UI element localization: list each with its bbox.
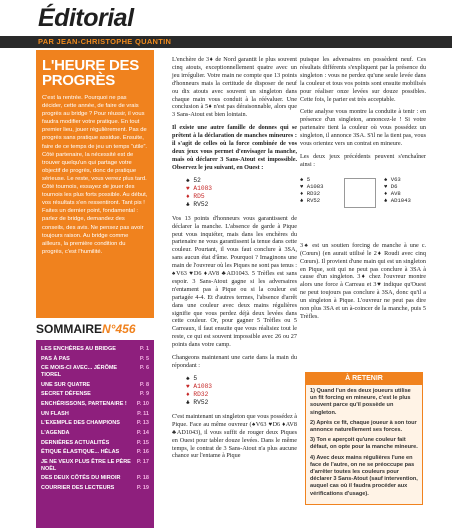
hand-line: ♥ A1083 (186, 184, 212, 192)
toc-item-page: P. 17 (136, 459, 149, 466)
toc-item[interactable] (41, 346, 149, 353)
hand-diagram-1 (186, 177, 297, 209)
a-retenir-item: 4) Avec deux mains régulières l'une en face de l'autre, on ne se préoccupe pas d'arrêter toutes les couleurs pour déclarer 3 Sans-Atout (sauf intervention, auquel cas où il faudra procéder aux vérifications d'usage). (310, 454, 418, 497)
toc-item[interactable] (41, 382, 149, 389)
toc-item-title: PAS À PAS (41, 355, 70, 362)
bridge-table (344, 178, 376, 208)
toc-item[interactable] (41, 391, 149, 398)
a-retenir-item: 1) Quand l'un des deux joueurs utilise un fit forcing en mineure, c'est le plus souvent parce qu'il possède un singleton. (310, 388, 411, 416)
toc-item-page: P. 6 (139, 365, 149, 372)
toc-item-title: ÉTIQUE ÉLASTIQUE... HÉLAS (41, 449, 120, 456)
hand-line: ♣ AD1043 (384, 196, 411, 204)
toc-item-title: UNE SUR QUATRE (41, 381, 91, 388)
article-paragraph: Changeons maintenant une carte dans la main du répondant : (172, 354, 297, 369)
toc-item-title: LES ENCHÈRES AU BRIDGE (41, 346, 116, 352)
hand-line: ♥ D6 (384, 182, 398, 190)
toc-item-page: P. 8 (139, 381, 149, 388)
hand-line: ♠ V63 (384, 175, 401, 183)
sommaire-title (36, 322, 154, 336)
editorial-headline: L'HEURE DES PROGRÈS (42, 57, 139, 89)
article-paragraph: Vos 13 points d'honneurs vous garantissent de déclarer la manche. L'absence de garde à Pique peut vous inquiéter, mais dans les enchères du partenaire ne vous garantissent la tenue dans cette couleur. Pourtant, il vous faut conclure à 3SA, sans aucun état d'âme. Pourquoi ? Imaginons une main de l'ouvreur où les Piques ne sont pas tenus : ♠V63 ♥D6 ♦AV8 ♣AD1043. 5 Trèfles est sans espoir. 3 Sans-Atout gagne si les adversaires n'entament pas à Pique ou si la couleur est partagée 4-4. Et d'autres termes, l'absence d'arrêt dans une couleur avec deux mains régulières signifie que vous perdez déjà deux levées dans cette couleur. Or, pour gagner 5 Trèfles ou 5 Carreaux, il faut ensuite que vous réalisiez tout le reste, ce qui est souvent impossible avec 26 ou 27 points dans votre camp. (172, 214, 297, 349)
toc-item-title: JE NE VEUX PLUS ÊTRE LE PÈRE NOËL (41, 459, 131, 472)
toc-item-title: UN FLASH (41, 410, 69, 417)
toc-item-page: P. 19 (136, 485, 149, 492)
section-title: Éditorial (38, 4, 134, 32)
left-column (36, 50, 154, 528)
toc-item-page: P. 1 (139, 346, 149, 352)
editorial-box (36, 50, 154, 318)
toc-item-page: P. 10 (136, 401, 149, 408)
toc-item-title: COURRIER DES LECTEURS (41, 485, 115, 492)
toc-item-title: ENCHÉRISSONS, PARTENAIRE ! (41, 401, 127, 408)
toc-item-page: P. 5 (139, 355, 149, 362)
toc-item[interactable] (41, 475, 149, 482)
toc-item-title: L'AGENDA (41, 430, 70, 437)
toc-item-page: P. 15 (136, 439, 149, 446)
toc-item-title: L'EXEMPLE DES CHAMPIONS (41, 420, 120, 427)
toc-item[interactable] (41, 411, 149, 418)
toc-item-page: P. 9 (139, 391, 149, 398)
east-hand (384, 176, 411, 204)
a-retenir-title: À RETENIR (306, 373, 422, 385)
toc-item-page: P. 13 (136, 420, 149, 427)
article-paragraph: C'est maintenant un singleton que vous possédez à Pique. Face au même ouvreur (♠V63 ♥D6 ♦AV8 ♣AD1043), il vous suffit de rouger deux Piques en Ouest pour tabler douze levées. Dans le même temps, le contrat de 3 Sans-Atout n'a plus aucune chance sur l'entame à Pique (172, 412, 298, 460)
toc-item[interactable] (41, 449, 149, 456)
a-retenir-item: 2) Après ce fit, chaque joueur à son tour annonce naturellement ses forces. (310, 419, 417, 434)
toc-item-page: P. 11 (137, 410, 149, 417)
toc-item-title: CE MOIS-CI AVEC... JÉRÔME TIOREL (41, 365, 118, 378)
hand-line: ♠ 5 (186, 374, 198, 382)
page-header (0, 0, 452, 36)
hand-line: ♠ 5 (300, 175, 311, 183)
deal-diagram (300, 174, 426, 236)
article-column-3 (300, 56, 426, 326)
toc-item[interactable] (41, 420, 149, 427)
hand-line: ♦ RD5 (186, 192, 205, 200)
toc-item[interactable] (41, 459, 149, 472)
a-retenir-box (305, 372, 423, 505)
west-hand (300, 176, 324, 204)
toc-item-title: DES DEUX CÔTÉS DU MIROIR (41, 475, 121, 482)
toc-item[interactable] (41, 356, 149, 363)
editorial-text: C'est la rentrée. Pourquoi ne pas décider, cette année, de faire de vrais progrès au bridge ? Pour réussir, il vous faudra modifier votre pratique. En tout premier lieu, jouer régulièrement. Pas de progrès sans pratique assidue. Ensuite, faire de ce temps de jeu un temps “utile”. Côté partenaire, la nécessité est de trouver quelqu'un qui partage votre objectif de progrès, donc de pratique sérieuse. Le reste, vous verrez plus tard. Côté tournois, essayez de jouer des tournois les plus forts possible. Au début, vos résultats s'en ressentiront. Tant pis ! Faites un dernier point, fondamental : parlez de bridge, demandez des conseils, des avis. Ne pensez pas avoir toujours raison. Au bridge comme ailleurs, la première condition du progrès, c'est l'humilité. (42, 95, 148, 255)
toc-item[interactable] (41, 440, 149, 447)
hand-line: ♠ 52 (186, 176, 201, 184)
a-retenir-list (306, 385, 422, 504)
author-byline: PAR JEAN-CHRISTOPHE QUANTIN (38, 37, 172, 46)
article-paragraph-bold: Il existe une autre famille de donnes qui se prêtent à la déclaration de manches mineures : il s'agit de celles où la force combinée de vos deux jeux vous permet d'envisager la manche, mais où déclarer 3 Sans-Atout est impossible. Observez le jeu suivant, en Ouest : (172, 124, 297, 171)
article-paragraph: Cette analyse vous montre la conduite à tenir : en présence d'un singleton, annoncez-le ! Si votre partenaire tient la couleur où vous possédez un singleton, il annonce 3SA. S'il ne la tient pas, vous vous orientez vers un contrat en mineure. (300, 108, 426, 148)
issue-number: N°456 (102, 322, 136, 336)
article-column-2 (172, 56, 297, 465)
toc-item[interactable] (41, 430, 149, 437)
toc-item[interactable] (41, 485, 149, 492)
hand-line: ♣ RV52 (186, 200, 209, 208)
article-paragraph: L'enchère de 3♦ de Nord garantit le plus souvent cinq atouts, exceptionnellement quatre avec un jeu irrégulier. Votre main ne compte que 13 points d'honneurs mais la certitude de disposer de neuf ou dix atouts avec souvent un singleton dans chaque main vous conduit à la réévaluer. Une conclusion à 5♦ n'est pas déraisonnable, alors que 3 Sans-Atout est bien lointain. (172, 56, 297, 119)
hand-line: ♥ A1083 (186, 382, 212, 390)
article-paragraph: 3♠ est un soutien forcing de manche à une c. (Cœurs) (en aurait utilisé le 2♦ Roudi avec cinq Cœurs). Il provient d'une main qui est un singleton en Pique, soit qui ne peut pas conclure à 3SA à cause d'un singleton. 3♦ chez l'ouvreur montre alors une force à Carreau et 3♥ indique qu'Ouest ne peut toujours pas conclure à 3SA, donc qu'il a un singleton à Pique. L'ouvreur ne peut pas dire non plus 3SA et un à-coincer de la manche, puis 5 Trèfles. (300, 241, 426, 320)
toc-item-title: DERNIÈRES ACTUALITÉS (41, 439, 110, 446)
hand-line: ♣ RV52 (300, 196, 321, 204)
toc-item-page: P. 14 (136, 430, 149, 437)
toc-item[interactable] (41, 365, 149, 378)
hand-line: ♦ AV8 (384, 189, 401, 197)
toc-item[interactable] (41, 401, 149, 408)
hand-line: ♦ RD32 (300, 189, 321, 197)
toc-item-title: SECRET DÉFENSE (41, 391, 91, 398)
sommaire-label: SOMMAIRE (36, 322, 102, 336)
article-paragraph: puisque les adversaires en possèdent neuf. Ces résultats différents s'expliquent par la présence du singleton : vous ne perdez qu'une seule levée dans la couleur et tous vos points sont ensuite mobilisés pour réaliser onze levées sur douze possibles. Cette fois, le parier est très acceptable. (300, 56, 426, 103)
hand-line: ♦ RD32 (186, 390, 209, 398)
a-retenir-item: 3) Ton e aperçoit qu'une couleur fait défaut, on opte pour la manche mineure. (310, 437, 418, 451)
toc-item-page: P. 16 (136, 449, 149, 456)
hand-line: ♥ A1083 (300, 182, 324, 190)
toc-item-page: P. 18 (136, 475, 149, 482)
article-paragraph: Les deux jeux précédents peuvent s'enchaîner ainsi : (300, 152, 426, 168)
hand-diagram-2 (186, 375, 297, 407)
table-of-contents (36, 340, 154, 528)
hand-line: ♣ RV52 (186, 398, 209, 406)
